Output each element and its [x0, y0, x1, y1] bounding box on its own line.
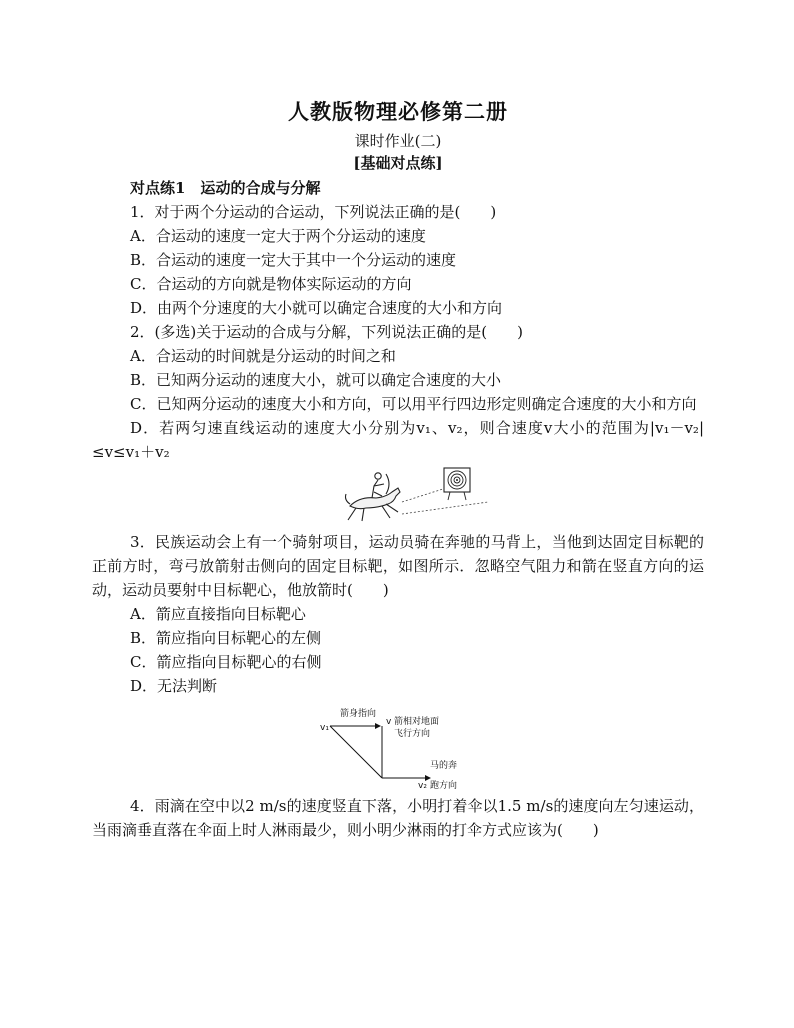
question-3-option-c: C．箭应指向目标靶心的右侧 [130, 653, 322, 671]
ground-line [402, 502, 488, 514]
label-ground-line-2: 飞行方向 [394, 729, 431, 739]
aim-line [402, 488, 446, 502]
label-horse-line-2: 跑方向 [430, 781, 458, 791]
practice-heading: 对点练1 运动的合成与分解 [130, 179, 321, 197]
question-3-option-d: D．无法判断 [130, 677, 218, 695]
question-2 [92, 320, 704, 464]
question-1-option-a: A．合运动的速度一定大于两个分运动的速度 [130, 227, 426, 245]
question-1-stem: 1．对于两个分运动的合运动，下列说法正确的是( ) [130, 203, 497, 221]
target-icon [444, 468, 470, 500]
document-title: 人教版物理必修第二册 [288, 99, 508, 124]
question-1-option-d: D．由两个分速度的大小就可以确定合速度的大小和方向 [130, 299, 503, 317]
question-2-option-b: B．已知两分运动的速度大小，就可以确定合速度的大小 [130, 371, 502, 389]
archer-target-figure [342, 466, 492, 528]
resultant-arrow [330, 726, 382, 778]
label-horse-line-1: 马的奔 [430, 761, 458, 771]
question-3-stem: 3．民族运动会上有一个骑射项目，运动员骑在奔驰的马背上，当他到达固定目标靶的正前方时，弯弓放箭射击侧向的固定目标靶，如图所示．忽略空气阻力和箭在竖直方向的运动，运动员要射中目标靶心，他放箭时( ) [92, 533, 704, 599]
label-v: v [386, 717, 392, 727]
document-page [92, 96, 704, 842]
question-3 [92, 530, 704, 698]
question-2-option-d: D．若两匀速直线运动的速度大小分别为v₁、v₂，则合速度v大小的范围为|v₁－v₂|≤v≤v₁＋v₂ [92, 419, 704, 461]
label-arrow-direction: 箭身指向 [340, 709, 377, 719]
horse-rider-icon [346, 473, 401, 521]
velocity-diagram [318, 702, 488, 792]
document-subtitle: 课时作业(二) [354, 132, 442, 150]
question-3-option-b: B．箭应指向目标靶心的左侧 [130, 629, 322, 647]
question-3-option-a: A．箭应直接指向目标靶心 [130, 605, 306, 623]
label-v2: v₂ [418, 781, 427, 791]
question-2-stem: 2．(多选)关于运动的合成与分解，下列说法正确的是( ) [130, 323, 523, 341]
label-v1: v₁ [320, 723, 329, 733]
question-2-option-c: C．已知两分运动的速度大小和方向，可以用平行四边形定则确定合速度的大小和方向 [130, 395, 697, 413]
section-tag: [基础对点练] [353, 154, 443, 172]
question-1-option-b: B．合运动的速度一定大于其中一个分运动的速度 [130, 251, 457, 269]
question-1 [92, 200, 704, 320]
label-ground-line-1: 箭相对地面 [394, 717, 440, 727]
question-4 [92, 794, 704, 842]
question-4-stem: 4．雨滴在空中以2 m/s的速度竖直下落，小明打着伞以1.5 m/s的速度向左匀速运动，当雨滴垂直落在伞面上时人淋雨最少，则小明少淋雨的打伞方式应该为( ) [92, 797, 704, 839]
question-1-option-c: C．合运动的方向就是物体实际运动的方向 [130, 275, 412, 293]
question-2-option-a: A．合运动的时间就是分运动的时间之和 [130, 347, 396, 365]
